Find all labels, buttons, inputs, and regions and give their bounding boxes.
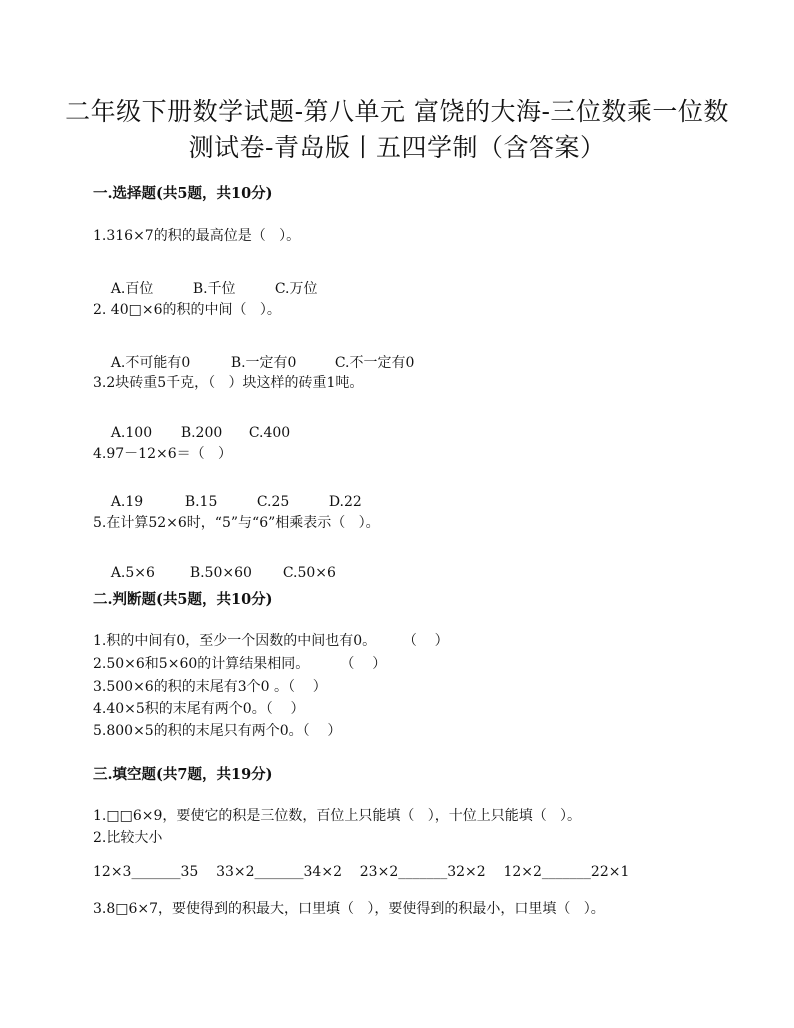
compare-row: 12×3_______35 33×2_______34×2 23×2_______32×2 12×2_______22×1 [93, 864, 630, 880]
option: A.百位 [110, 281, 154, 297]
option: A.不可能有0 [110, 355, 191, 371]
option: B.一定有0 [230, 355, 297, 371]
option: B.千位 [192, 281, 236, 297]
question-stem: 2. 40□×6的积的中间（ ）。 [93, 302, 281, 318]
option: C.50×6 [282, 565, 336, 581]
judgement-item: 5.800×5的积的末尾只有两个0。（ ） [93, 723, 342, 739]
question-stem: 3.2块砖重5千克，（ ）块这样的砖重1吨。 [93, 375, 364, 391]
section-3-heading: 三.填空题(共7题，共19分) [93, 766, 273, 783]
question-stem: 4.97－12×6＝（ ） [93, 446, 232, 462]
option: B.15 [184, 494, 218, 510]
option: C.万位 [274, 281, 318, 297]
section-2-heading: 二.判断题(共5题，共10分) [93, 591, 273, 608]
option: B.200 [180, 425, 223, 441]
judgement-item: 3.500×6的积的末尾有3个0 。（ ） [93, 679, 327, 695]
fill-question: 1.□□6×9，要使它的积是三位数，百位上只能填（ ），十位上只能填（ ）。 [93, 808, 582, 824]
section-1-heading: 一.选择题(共5题，共10分) [93, 185, 273, 202]
option: A.19 [110, 494, 144, 510]
title-line-2: 测试卷-青岛版丨五四学制（含答案） [188, 133, 606, 162]
option: A.5×6 [110, 565, 155, 581]
option: C.不一定有0 [334, 355, 415, 371]
fill-question: 2.比较大小 [93, 830, 163, 846]
fill-question: 3.8□6×7，要使得到的积最大，口里填（ ），要使得到的积最小，口里填（ ）。 [93, 901, 605, 917]
option: D.22 [328, 494, 362, 510]
option: B.50×60 [189, 565, 252, 581]
option: C.25 [256, 494, 290, 510]
option: C.400 [248, 425, 291, 441]
judgement-item: 1.积的中间有0，至少一个因数的中间也有0。 （ ） [93, 633, 449, 649]
option: A.100 [110, 425, 153, 441]
question-stem: 5.在计算52×6时，“5”与“6”相乘表示（ ）。 [93, 515, 380, 531]
title-line-1: 二年级下册数学试题-第八单元 富饶的大海-三位数乘一位数 [65, 97, 729, 126]
question-stem: 1.316×7的积的最高位是（ ）。 [93, 228, 301, 244]
judgement-item: 2.50×6和5×60的计算结果相同。 （ ） [93, 656, 387, 672]
judgement-item: 4.40×5积的末尾有两个0。（ ） [93, 701, 305, 717]
